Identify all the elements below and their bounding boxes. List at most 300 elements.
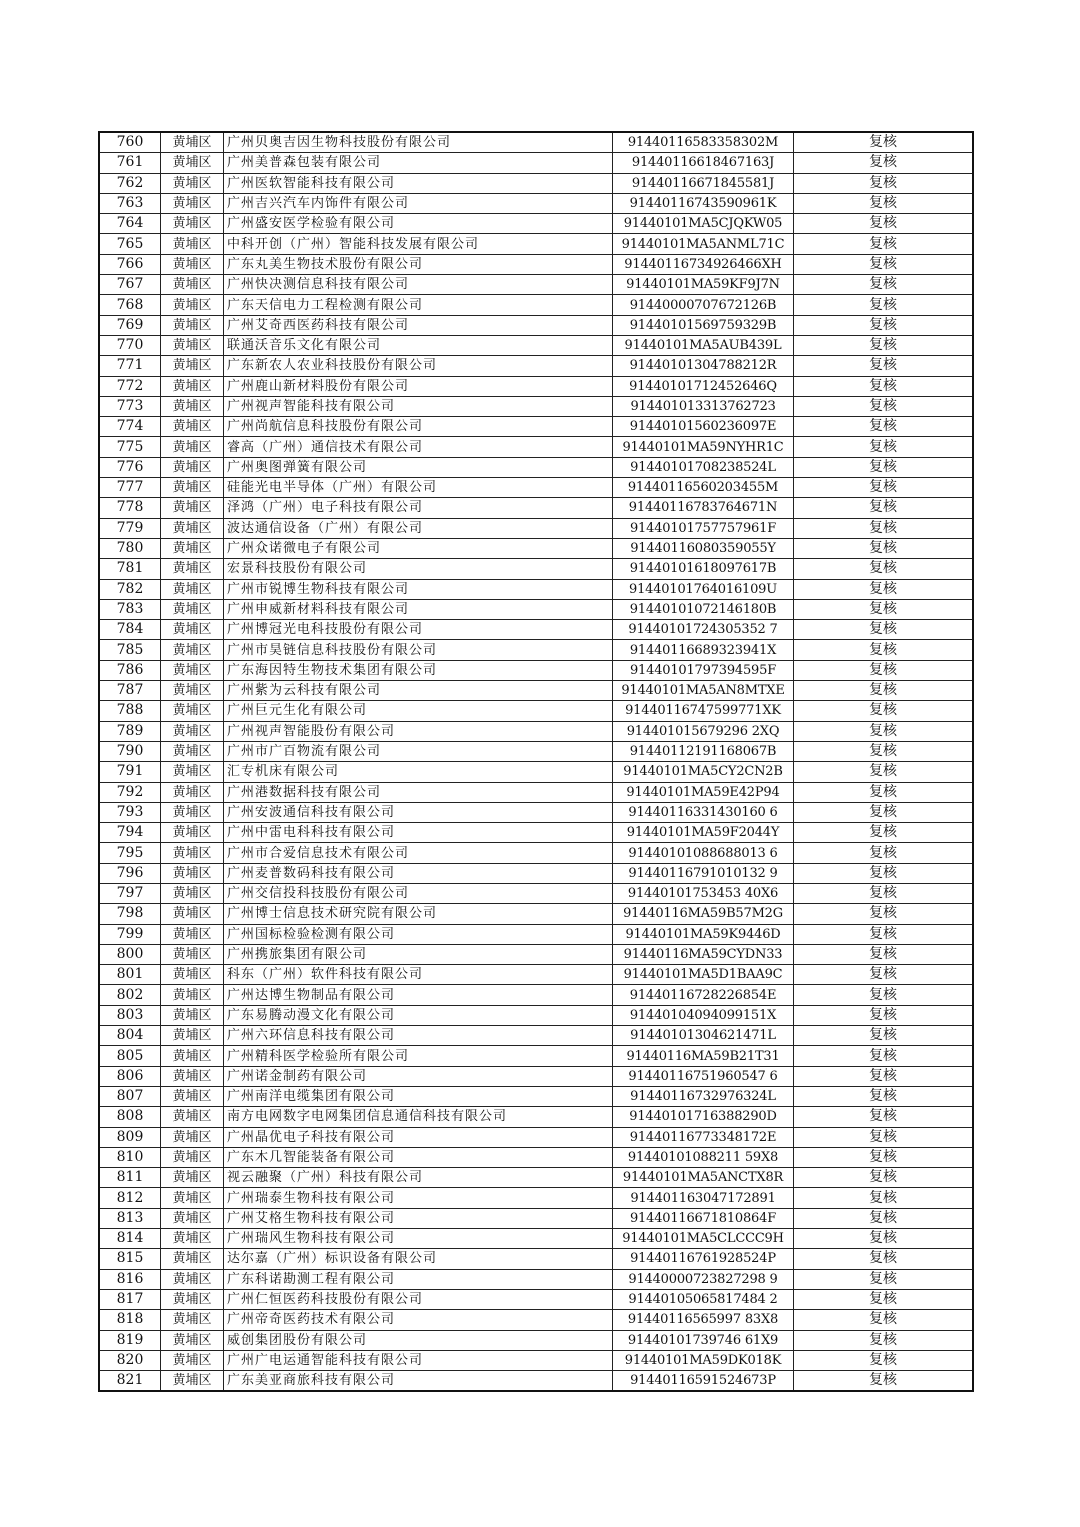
status-cell: 复核 — [794, 1168, 974, 1188]
company-name-cell: 广州瑞泰生物科技有限公司 — [224, 1188, 613, 1208]
row-number: 811 — [99, 1168, 161, 1188]
row-number: 781 — [99, 559, 161, 579]
credit-code-cell: 91440101716388290D — [613, 1107, 794, 1127]
row-number: 791 — [99, 762, 161, 782]
district-cell: 黄埔区 — [161, 924, 224, 944]
company-name-cell: 广州紫为云科技有限公司 — [224, 681, 613, 701]
status-cell: 复核 — [794, 254, 974, 274]
status-cell: 复核 — [794, 498, 974, 518]
company-name-cell: 广州博冠光电科技股份有限公司 — [224, 620, 613, 640]
credit-code-cell: 91440116618467163J — [613, 153, 794, 173]
company-name-cell: 中科开创（广州）智能科技发展有限公司 — [224, 234, 613, 254]
district-cell: 黄埔区 — [161, 1229, 224, 1249]
table-row — [99, 1249, 973, 1269]
credit-code-cell: 91440116MA59B21T31 — [613, 1046, 794, 1066]
company-name-cell: 广州视声智能股份有限公司 — [224, 721, 613, 741]
status-cell: 复核 — [794, 1289, 974, 1309]
table-row — [99, 478, 973, 498]
table-row — [99, 193, 973, 213]
table-row — [99, 559, 973, 579]
row-number: 763 — [99, 193, 161, 213]
status-cell: 复核 — [794, 1208, 974, 1228]
credit-code-cell: 91440101MA5CLCCC9H — [613, 1229, 794, 1249]
table-row — [99, 883, 973, 903]
table-row — [99, 660, 973, 680]
row-number: 762 — [99, 173, 161, 193]
credit-code-cell: 91440116671845581J — [613, 173, 794, 193]
row-number: 790 — [99, 741, 161, 761]
credit-code-cell: 91440101MA5CJQKW05 — [613, 214, 794, 234]
row-number: 812 — [99, 1188, 161, 1208]
row-number: 769 — [99, 315, 161, 335]
status-cell: 复核 — [794, 518, 974, 538]
company-name-cell: 广州港数据科技有限公司 — [224, 782, 613, 802]
row-number: 788 — [99, 701, 161, 721]
company-name-cell: 广东新农人农业科技股份有限公司 — [224, 356, 613, 376]
district-cell: 黄埔区 — [161, 1168, 224, 1188]
table-row — [99, 985, 973, 1005]
district-cell: 黄埔区 — [161, 356, 224, 376]
company-name-cell: 广州吉兴汽车内饰件有限公司 — [224, 193, 613, 213]
district-cell: 黄埔区 — [161, 1269, 224, 1289]
district-cell: 黄埔区 — [161, 234, 224, 254]
table-row — [99, 335, 973, 355]
status-cell: 复核 — [794, 701, 974, 721]
table-row — [99, 1208, 973, 1228]
status-cell: 复核 — [794, 193, 974, 213]
credit-code-cell: 91440116MA59CYDN33 — [613, 944, 794, 964]
credit-code-cell: 91440116783764671N — [613, 498, 794, 518]
table-row — [99, 924, 973, 944]
company-name-cell: 南方电网数字电网集团信息通信科技有限公司 — [224, 1107, 613, 1127]
district-cell: 黄埔区 — [161, 173, 224, 193]
row-number: 767 — [99, 275, 161, 295]
status-cell: 复核 — [794, 1310, 974, 1330]
status-cell: 复核 — [794, 376, 974, 396]
credit-code-cell: 91440101MA5AUB439L — [613, 335, 794, 355]
credit-code-cell: 91440101724305352 7 — [613, 620, 794, 640]
table-row — [99, 1229, 973, 1249]
company-name-cell: 广州精科医学检验所有限公司 — [224, 1046, 613, 1066]
district-cell: 黄埔区 — [161, 1330, 224, 1350]
credit-code-cell: 91440116761928524P — [613, 1249, 794, 1269]
credit-code-cell: 91440101569759329B — [613, 315, 794, 335]
row-number: 783 — [99, 599, 161, 619]
row-number: 765 — [99, 234, 161, 254]
district-cell: 黄埔区 — [161, 1086, 224, 1106]
row-number: 760 — [99, 132, 161, 153]
table-row — [99, 1371, 973, 1392]
credit-code-cell: 91440116734926466XH — [613, 254, 794, 274]
company-name-cell: 广州麦普数码科技有限公司 — [224, 863, 613, 883]
district-cell: 黄埔区 — [161, 1066, 224, 1086]
status-cell: 复核 — [794, 802, 974, 822]
status-cell: 复核 — [794, 823, 974, 843]
row-number: 795 — [99, 843, 161, 863]
company-name-cell: 视云融聚（广州）科技有限公司 — [224, 1168, 613, 1188]
credit-code-cell: 91440101331376272З — [613, 396, 794, 416]
company-name-cell: 广州艾格生物科技有限公司 — [224, 1208, 613, 1228]
status-cell: 复核 — [794, 782, 974, 802]
row-number: 794 — [99, 823, 161, 843]
table-row — [99, 396, 973, 416]
table-row — [99, 234, 973, 254]
row-number: 770 — [99, 335, 161, 355]
status-cell: 复核 — [794, 681, 974, 701]
company-name-cell: 广州诺金制药有限公司 — [224, 1066, 613, 1086]
table-row — [99, 721, 973, 741]
status-cell: 复核 — [794, 904, 974, 924]
row-number: 804 — [99, 1026, 161, 1046]
district-cell: 黄埔区 — [161, 904, 224, 924]
district-cell: 黄埔区 — [161, 1208, 224, 1228]
credit-code-cell: 914401163047172891 — [613, 1188, 794, 1208]
company-name-cell: 宏景科技股份有限公司 — [224, 559, 613, 579]
company-name-cell: 广州南洋电缆集团有限公司 — [224, 1086, 613, 1106]
company-name-cell: 广州中雷电科科技有限公司 — [224, 823, 613, 843]
district-cell: 黄埔区 — [161, 478, 224, 498]
table-row — [99, 518, 973, 538]
company-name-cell: 广州瑞风生物科技有限公司 — [224, 1229, 613, 1249]
status-cell: 复核 — [794, 1046, 974, 1066]
credit-code-cell: 91440116728226854E — [613, 985, 794, 1005]
credit-code-cell: 91440101618097617B — [613, 559, 794, 579]
row-number: 803 — [99, 1005, 161, 1025]
district-cell: 黄埔区 — [161, 1046, 224, 1066]
row-number: 802 — [99, 985, 161, 1005]
row-number: 798 — [99, 904, 161, 924]
district-cell: 黄埔区 — [161, 1249, 224, 1269]
company-name-cell: 广州贝奥吉因生物科技股份有限公司 — [224, 132, 613, 153]
credit-code-cell: 91440101753453 40X6 — [613, 883, 794, 903]
district-cell: 黄埔区 — [161, 498, 224, 518]
credit-code-cell: 91440112191168067B — [613, 741, 794, 761]
credit-code-cell: 91440101MA59F2044Y — [613, 823, 794, 843]
credit-code-cell: 91440101088211 59X8 — [613, 1147, 794, 1167]
row-number: 799 — [99, 924, 161, 944]
company-name-cell: 广州艾奇西医药科技有限公司 — [224, 315, 613, 335]
district-cell: 黄埔区 — [161, 193, 224, 213]
status-cell: 复核 — [794, 640, 974, 660]
table-row — [99, 802, 973, 822]
table-row — [99, 275, 973, 295]
status-cell: 复核 — [794, 924, 974, 944]
company-list-table — [98, 131, 974, 1392]
company-name-cell: 广州尚航信息科技股份有限公司 — [224, 417, 613, 437]
row-number: 777 — [99, 478, 161, 498]
credit-code-cell: 91440116591524673P — [613, 1371, 794, 1392]
company-name-cell: 广州视声智能科技有限公司 — [224, 396, 613, 416]
status-cell: 复核 — [794, 153, 974, 173]
credit-code-cell: 91440101MA5ANML71C — [613, 234, 794, 254]
table-row — [99, 762, 973, 782]
table-row — [99, 315, 973, 335]
row-number: 818 — [99, 1310, 161, 1330]
company-name-cell: 广州市合爱信息技术有限公司 — [224, 843, 613, 863]
row-number: 766 — [99, 254, 161, 274]
table-row — [99, 1086, 973, 1106]
table-row — [99, 498, 973, 518]
table-row — [99, 782, 973, 802]
credit-code-cell: 91440116743590961K — [613, 193, 794, 213]
company-name-cell: 广州国标检验检测有限公司 — [224, 924, 613, 944]
district-cell: 黄埔区 — [161, 376, 224, 396]
credit-code-cell: 91440116751960547 6 — [613, 1066, 794, 1086]
table-row — [99, 1188, 973, 1208]
status-cell: 复核 — [794, 457, 974, 477]
status-cell: 复核 — [794, 396, 974, 416]
row-number: 780 — [99, 538, 161, 558]
credit-code-cell: 91440105065817484 2 — [613, 1289, 794, 1309]
row-number: 796 — [99, 863, 161, 883]
district-cell: 黄埔区 — [161, 1310, 224, 1330]
district-cell: 黄埔区 — [161, 599, 224, 619]
company-name-cell: 达尔嘉（广州）标识设备有限公司 — [224, 1249, 613, 1269]
district-cell: 黄埔区 — [161, 538, 224, 558]
status-cell: 复核 — [794, 295, 974, 315]
company-name-cell: 波达通信设备（广州）有限公司 — [224, 518, 613, 538]
district-cell: 黄埔区 — [161, 437, 224, 457]
row-number: 808 — [99, 1107, 161, 1127]
table-row — [99, 173, 973, 193]
table-row — [99, 1026, 973, 1046]
credit-code-cell: 91440104094099151X — [613, 1005, 794, 1025]
company-name-cell: 广州申威新材料科技有限公司 — [224, 599, 613, 619]
district-cell: 黄埔区 — [161, 843, 224, 863]
status-cell: 复核 — [794, 660, 974, 680]
table-row — [99, 599, 973, 619]
row-number: 813 — [99, 1208, 161, 1228]
credit-code-cell: 91440116747599771XK — [613, 701, 794, 721]
district-cell: 黄埔区 — [161, 1127, 224, 1147]
table-row — [99, 1330, 973, 1350]
company-name-cell: 广州医软智能科技有限公司 — [224, 173, 613, 193]
status-cell: 复核 — [794, 1026, 974, 1046]
district-cell: 黄埔区 — [161, 275, 224, 295]
status-cell: 复核 — [794, 214, 974, 234]
district-cell: 黄埔区 — [161, 579, 224, 599]
district-cell: 黄埔区 — [161, 1107, 224, 1127]
credit-code-cell: 91440101708238524L — [613, 457, 794, 477]
table-row — [99, 1168, 973, 1188]
table-row — [99, 823, 973, 843]
table-row — [99, 1147, 973, 1167]
credit-code-cell: 91440116671810864F — [613, 1208, 794, 1228]
company-name-cell: 广州盛安医学检验有限公司 — [224, 214, 613, 234]
status-cell: 复核 — [794, 538, 974, 558]
company-name-cell: 广州众诺微电子有限公司 — [224, 538, 613, 558]
company-name-cell: 广州巨元生化有限公司 — [224, 701, 613, 721]
table-row — [99, 1350, 973, 1370]
status-cell: 复核 — [794, 579, 974, 599]
credit-code-cell: 91440116080359055Y — [613, 538, 794, 558]
credit-code-cell: 91440101MA59KF9J7N — [613, 275, 794, 295]
table-row — [99, 1107, 973, 1127]
credit-code-cell: 91440101757757961F — [613, 518, 794, 538]
status-cell: 复核 — [794, 335, 974, 355]
credit-code-cell: 91440101560236097E — [613, 417, 794, 437]
status-cell: 复核 — [794, 1229, 974, 1249]
table-row — [99, 681, 973, 701]
credit-code-cell: 91440101088688013 6 — [613, 843, 794, 863]
district-cell: 黄埔区 — [161, 1005, 224, 1025]
status-cell: 复核 — [794, 478, 974, 498]
table-row — [99, 457, 973, 477]
district-cell: 黄埔区 — [161, 660, 224, 680]
row-number: 775 — [99, 437, 161, 457]
row-number: 806 — [99, 1066, 161, 1086]
status-cell: 复核 — [794, 356, 974, 376]
row-number: 774 — [99, 417, 161, 437]
company-name-cell: 广州市锐博生物科技有限公司 — [224, 579, 613, 599]
district-cell: 黄埔区 — [161, 620, 224, 640]
row-number: 809 — [99, 1127, 161, 1147]
row-number: 782 — [99, 579, 161, 599]
company-name-cell: 广州交信投科技股份有限公司 — [224, 883, 613, 903]
company-name-cell: 广东科诺勘测工程有限公司 — [224, 1269, 613, 1289]
company-name-cell: 广州奥图弹簧有限公司 — [224, 457, 613, 477]
district-cell: 黄埔区 — [161, 132, 224, 153]
status-cell: 复核 — [794, 132, 974, 153]
district-cell: 黄埔区 — [161, 457, 224, 477]
district-cell: 黄埔区 — [161, 985, 224, 1005]
district-cell: 黄埔区 — [161, 965, 224, 985]
credit-code-cell: 91440000707672126B — [613, 295, 794, 315]
table-body — [99, 132, 973, 1391]
table-row — [99, 701, 973, 721]
status-cell: 复核 — [794, 883, 974, 903]
row-number: 778 — [99, 498, 161, 518]
company-name-cell: 广州美普森包装有限公司 — [224, 153, 613, 173]
company-name-cell: 广州达博生物制品有限公司 — [224, 985, 613, 1005]
company-name-cell: 广州市昊链信息科技股份有限公司 — [224, 640, 613, 660]
table-row — [99, 1289, 973, 1309]
status-cell: 复核 — [794, 315, 974, 335]
table-row — [99, 904, 973, 924]
company-name-cell: 广州晶优电子科技有限公司 — [224, 1127, 613, 1147]
company-name-cell: 泽鸿（广州）电子科技有限公司 — [224, 498, 613, 518]
table-row — [99, 579, 973, 599]
table-row — [99, 295, 973, 315]
credit-code-cell: 914401015679296 2XQ — [613, 721, 794, 741]
status-cell: 复核 — [794, 1188, 974, 1208]
status-cell: 复核 — [794, 234, 974, 254]
district-cell: 黄埔区 — [161, 315, 224, 335]
status-cell: 复核 — [794, 1086, 974, 1106]
company-name-cell: 广州广电运通智能科技有限公司 — [224, 1350, 613, 1370]
row-number: 779 — [99, 518, 161, 538]
status-cell: 复核 — [794, 1371, 974, 1392]
table-row — [99, 417, 973, 437]
row-number: 786 — [99, 660, 161, 680]
company-name-cell: 广东美亚商旅科技有限公司 — [224, 1371, 613, 1392]
row-number: 797 — [99, 883, 161, 903]
status-cell: 复核 — [794, 721, 974, 741]
row-number: 800 — [99, 944, 161, 964]
status-cell: 复核 — [794, 173, 974, 193]
district-cell: 黄埔区 — [161, 721, 224, 741]
district-cell: 黄埔区 — [161, 782, 224, 802]
table-row — [99, 1066, 973, 1086]
district-cell: 黄埔区 — [161, 1371, 224, 1392]
status-cell: 复核 — [794, 1147, 974, 1167]
credit-code-cell: 91440101MA59NYHR1C — [613, 437, 794, 457]
credit-code-cell: 91440101MA5CY2CN2B — [613, 762, 794, 782]
status-cell: 复核 — [794, 985, 974, 1005]
company-name-cell: 广东易腾动漫文化有限公司 — [224, 1005, 613, 1025]
row-number: 805 — [99, 1046, 161, 1066]
credit-code-cell: 91440116791010132 9 — [613, 863, 794, 883]
table-row — [99, 1310, 973, 1330]
table-row — [99, 132, 973, 153]
status-cell: 复核 — [794, 1249, 974, 1269]
row-number: 771 — [99, 356, 161, 376]
table-row — [99, 843, 973, 863]
credit-code-cell: 91440101MA5D1BAA9C — [613, 965, 794, 985]
credit-code-cell: 91440101MA59E42P94 — [613, 782, 794, 802]
row-number: 761 — [99, 153, 161, 173]
credit-code-cell: 91440000723827298 9 — [613, 1269, 794, 1289]
district-cell: 黄埔区 — [161, 1147, 224, 1167]
company-name-cell: 广州仁恒医药科技股份有限公司 — [224, 1289, 613, 1309]
status-cell: 复核 — [794, 417, 974, 437]
table-row — [99, 1046, 973, 1066]
district-cell: 黄埔区 — [161, 640, 224, 660]
row-number: 773 — [99, 396, 161, 416]
credit-code-cell: 91440116583358302M — [613, 132, 794, 153]
row-number: 787 — [99, 681, 161, 701]
row-number: 821 — [99, 1371, 161, 1392]
district-cell: 黄埔区 — [161, 802, 224, 822]
district-cell: 黄埔区 — [161, 823, 224, 843]
row-number: 820 — [99, 1350, 161, 1370]
table-row — [99, 620, 973, 640]
status-cell: 复核 — [794, 1330, 974, 1350]
district-cell: 黄埔区 — [161, 335, 224, 355]
district-cell: 黄埔区 — [161, 681, 224, 701]
credit-code-cell: 91440101072146180B — [613, 599, 794, 619]
row-number: 792 — [99, 782, 161, 802]
company-name-cell: 科东（广州）软件科技有限公司 — [224, 965, 613, 985]
company-name-cell: 广东天信电力工程检测有限公司 — [224, 295, 613, 315]
company-name-cell: 威创集团股份有限公司 — [224, 1330, 613, 1350]
status-cell: 复核 — [794, 437, 974, 457]
status-cell: 复核 — [794, 863, 974, 883]
district-cell: 黄埔区 — [161, 741, 224, 761]
status-cell: 复核 — [794, 559, 974, 579]
row-number: 784 — [99, 620, 161, 640]
status-cell: 复核 — [794, 741, 974, 761]
company-name-cell: 广州携旅集团有限公司 — [224, 944, 613, 964]
table-row — [99, 741, 973, 761]
row-number: 807 — [99, 1086, 161, 1106]
row-number: 776 — [99, 457, 161, 477]
status-cell: 复核 — [794, 599, 974, 619]
credit-code-cell: 91440116331430160 6 — [613, 802, 794, 822]
credit-code-cell: 91440116560203455M — [613, 478, 794, 498]
district-cell: 黄埔区 — [161, 417, 224, 437]
status-cell: 复核 — [794, 1127, 974, 1147]
company-name-cell: 广东木几智能装备有限公司 — [224, 1147, 613, 1167]
row-number: 768 — [99, 295, 161, 315]
row-number: 772 — [99, 376, 161, 396]
status-cell: 复核 — [794, 965, 974, 985]
credit-code-cell: 91440101764016109U — [613, 579, 794, 599]
district-cell: 黄埔区 — [161, 944, 224, 964]
row-number: 793 — [99, 802, 161, 822]
district-cell: 黄埔区 — [161, 396, 224, 416]
row-number: 789 — [99, 721, 161, 741]
